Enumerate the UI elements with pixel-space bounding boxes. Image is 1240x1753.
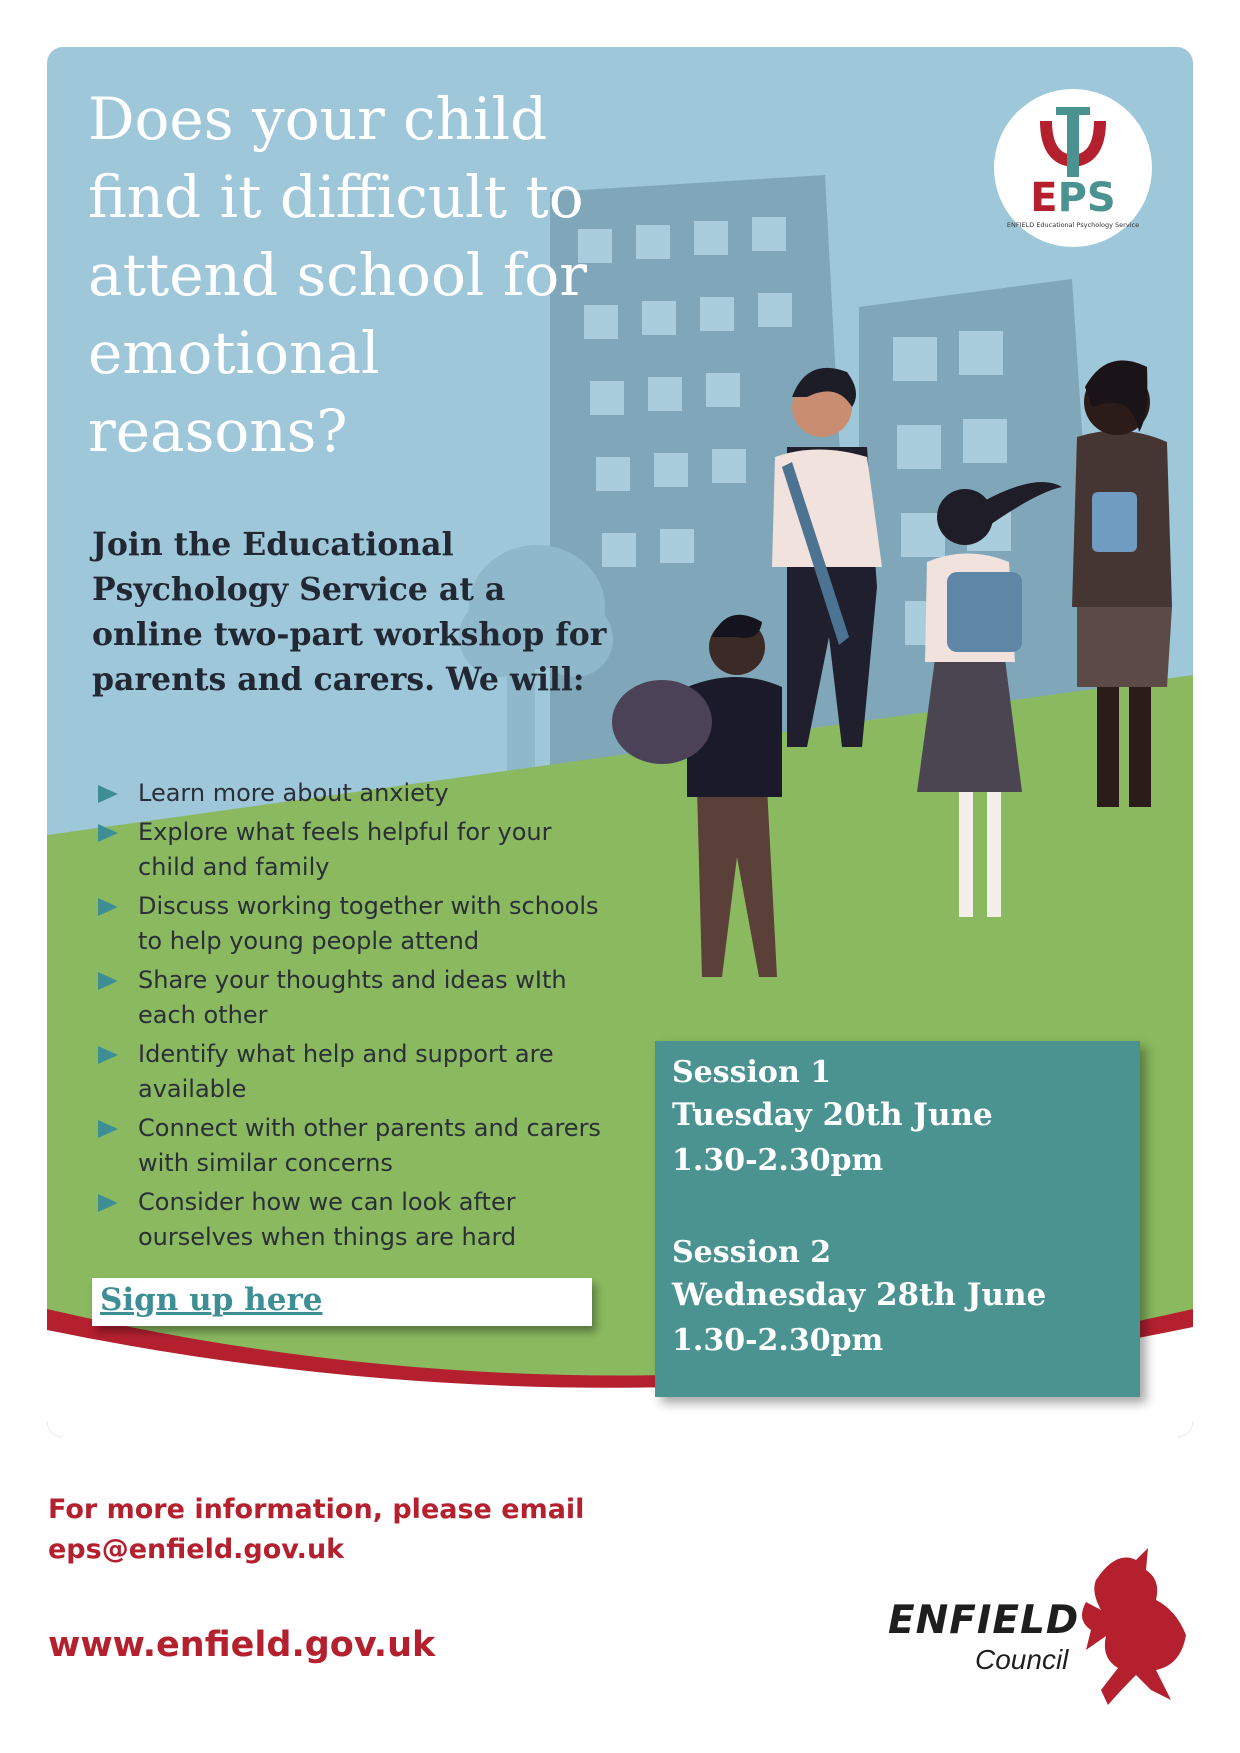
triangle-bullet-icon <box>98 1120 118 1138</box>
session-1-label: Session 1 <box>672 1055 832 1090</box>
session-2-label: Session 2 <box>672 1235 832 1270</box>
list-item-text: Identify what help and support are available <box>138 1040 554 1103</box>
signup-link[interactable]: Sign up here <box>100 1282 323 1318</box>
eps-abbr: EPS <box>1030 175 1116 221</box>
list-item <box>96 889 616 959</box>
signup-box <box>92 1278 592 1326</box>
list-item <box>96 1037 616 1107</box>
council-name: ENFIELD <box>888 1598 1080 1643</box>
list-item-text: Explore what feels helpful for your child and family <box>138 818 552 881</box>
session-1-date: Tuesday 20th June <box>672 1097 993 1133</box>
list-item <box>96 776 616 811</box>
email-link[interactable]: eps@enfield.gov.uk <box>48 1534 345 1565</box>
contact-info <box>48 1490 584 1570</box>
triangle-bullet-icon <box>98 972 118 990</box>
session-2-time: 1.30-2.30pm <box>672 1323 884 1358</box>
triangle-bullet-icon <box>98 824 118 842</box>
list-item-text: Connect with other parents and carers with similar concerns <box>138 1114 601 1177</box>
contact-line: For more information, please email <box>48 1494 585 1525</box>
list-item <box>96 963 616 1033</box>
intro-text: Join the Educational Psychology Service at a online two-part workshop for parents and carers. We will: <box>92 526 607 698</box>
session-1-time: 1.30-2.30pm <box>672 1143 884 1178</box>
eps-logo <box>994 89 1152 247</box>
triangle-bullet-icon <box>98 1046 118 1064</box>
list-item <box>96 1111 616 1181</box>
list-item-text: Consider how we can look after ourselves when things are hard <box>138 1188 517 1251</box>
website-link[interactable]: www.enfield.gov.uk <box>48 1625 436 1665</box>
list-item-text: Discuss working together with schools to help young people attend <box>138 892 599 955</box>
sessions-box <box>655 1041 1140 1397</box>
triangle-bullet-icon <box>98 898 118 916</box>
list-item-text: Learn more about anxiety <box>138 779 449 807</box>
list-item-text: Share your thoughts and ideas wIth each other <box>138 966 567 1029</box>
session-2-date: Wednesday 28th June <box>672 1277 1047 1313</box>
eps-caption: ENFIELD Educational Psychology Service <box>1006 221 1140 229</box>
list-item <box>96 815 616 885</box>
headline: Does your child find it difficult to attend school for emotional reasons? <box>88 85 587 465</box>
triangle-bullet-icon <box>98 785 118 803</box>
workshop-aims-list <box>96 776 616 1259</box>
triangle-bullet-icon <box>98 1194 118 1212</box>
council-subtitle: Council <box>975 1644 1069 1675</box>
list-item <box>96 1185 616 1255</box>
